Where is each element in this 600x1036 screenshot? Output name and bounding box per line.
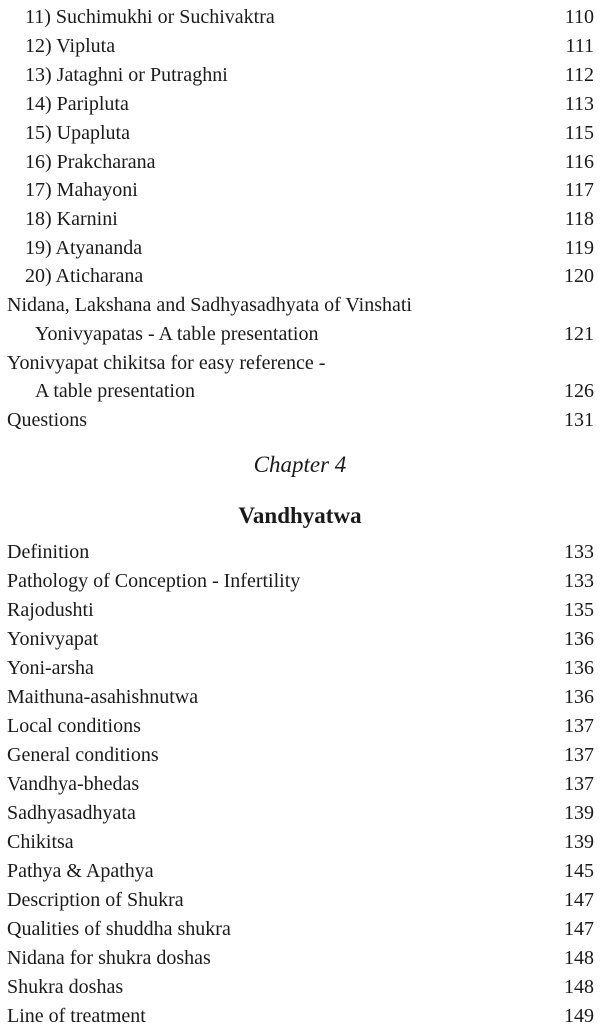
toc-entry <box>0 205 600 234</box>
toc-entry-label: Nidana for shukra doshas <box>7 947 211 969</box>
toc-entry-page: 112 <box>564 64 594 86</box>
toc-entry-page: 117 <box>564 179 594 201</box>
toc-entry-label: 20) Aticharana <box>25 265 144 287</box>
toc-entry <box>0 857 600 886</box>
toc-entry-label: 15) Upapluta <box>25 122 130 144</box>
toc-entry-label: Questions <box>7 409 87 431</box>
toc-entry-label: Chikitsa <box>7 831 74 853</box>
toc-entry <box>0 90 600 119</box>
toc-entry-label: Pathya & Apathya <box>7 860 154 882</box>
toc-entry-label: Line of treatment <box>7 1005 146 1027</box>
toc-entry-page: 149 <box>564 1005 594 1027</box>
toc-entry <box>0 654 600 683</box>
toc-entry-page: 113 <box>564 93 594 115</box>
toc-entry-line <box>0 291 600 320</box>
toc-entry-page: 121 <box>564 323 594 345</box>
toc-entry <box>0 915 600 944</box>
toc-entry <box>0 119 600 148</box>
toc-entry-label: 12) Vipluta <box>25 35 116 57</box>
toc-entry <box>0 770 600 799</box>
toc-entry-label: 16) Prakcharana <box>25 151 156 173</box>
toc-entry <box>0 234 600 263</box>
toc-entry-label: Definition <box>7 541 90 563</box>
toc-entry <box>0 596 600 625</box>
toc-entry <box>0 973 600 1002</box>
toc-entry-label: Vandhya-bhedas <box>7 773 140 795</box>
toc-entry <box>0 406 600 435</box>
chapter-title: Vandhyatwa <box>238 503 362 528</box>
toc-entry-page: 139 <box>564 802 594 824</box>
toc-entry <box>0 567 600 596</box>
toc-entry-label: Qualities of shuddha shukra <box>7 918 231 940</box>
chapter-heading: Chapter 4 <box>253 452 347 477</box>
toc-entry-label: Rajodushti <box>7 599 94 621</box>
toc-entry-label: 18) Karnini <box>25 208 118 230</box>
toc-entry-page: 136 <box>564 657 594 679</box>
toc-entry <box>0 176 600 205</box>
toc-entry-page: 136 <box>564 628 594 650</box>
toc-entry <box>0 799 600 828</box>
toc-entry <box>0 828 600 857</box>
toc-entry-label: Yoni-arsha <box>7 657 94 679</box>
toc-entry-page: 136 <box>564 686 594 708</box>
toc-entry-page: 115 <box>564 122 594 144</box>
toc-entry-label: 11) Suchimukhi or Suchivaktra <box>25 6 275 28</box>
toc-entry-page: 137 <box>564 715 594 737</box>
toc-entry-page: 110 <box>564 6 594 28</box>
toc-entry-line <box>0 377 600 406</box>
toc-entry <box>0 61 600 90</box>
toc-entry <box>0 262 600 291</box>
toc-entry-label: 17) Mahayoni <box>25 179 138 201</box>
toc-entry-page: 148 <box>564 947 594 969</box>
toc-entry <box>0 944 600 973</box>
toc-entry-label: Sadhyasadhyata <box>7 802 136 824</box>
toc-entry-page: 137 <box>564 744 594 766</box>
toc-entry-page: 133 <box>564 570 594 592</box>
toc-entry-label: Nidana, Lakshana and Sadhyasadhyata of Vinshati <box>7 294 412 316</box>
toc-entry-page: 116 <box>564 151 594 173</box>
toc-entry-label: Shukra doshas <box>7 976 124 998</box>
toc-entry-label: Yonivyapat chikitsa for easy reference - <box>7 352 326 374</box>
toc-entry-page: 120 <box>564 265 594 287</box>
toc-entry-label: Description of Shukra <box>7 889 184 911</box>
toc-entry-page: 148 <box>564 976 594 998</box>
toc-entry-line <box>0 320 600 349</box>
toc-entry-page: 147 <box>564 889 594 911</box>
toc-entry-label: Yonivyapat <box>7 628 99 650</box>
toc-entry <box>0 886 600 915</box>
toc-entry <box>0 712 600 741</box>
toc-entry-label: 13) Jataghni or Putraghni <box>25 64 228 86</box>
toc-entry-page: 131 <box>564 409 594 431</box>
toc-entry-label: Pathology of Conception - Infertility <box>7 570 301 592</box>
toc-entry-label: Local conditions <box>7 715 141 737</box>
toc-entry-label: 14) Paripluta <box>25 93 129 115</box>
toc-entry-page: 133 <box>564 541 594 563</box>
toc-entry-page: 147 <box>564 918 594 940</box>
toc-entry-page: 139 <box>564 831 594 853</box>
toc-entry <box>0 148 600 177</box>
toc-entry-label-cont: Yonivyapatas - A table presentation <box>35 323 319 345</box>
toc-entry-label-cont: A table presentation <box>35 380 195 402</box>
toc-entry <box>0 538 600 567</box>
toc-entry <box>0 1002 600 1031</box>
toc-entry <box>0 32 600 61</box>
toc-entry-page: 119 <box>564 237 594 259</box>
toc-entry-page: 137 <box>564 773 594 795</box>
toc-entry <box>0 625 600 654</box>
toc-entry-page: 145 <box>564 860 594 882</box>
toc-entry-label: Maithuna-asahishnutwa <box>7 686 199 708</box>
toc-entry-line <box>0 349 600 378</box>
toc-entry-label: 19) Atyananda <box>25 237 143 259</box>
toc-entry <box>0 3 600 32</box>
toc-entry-label: General conditions <box>7 744 159 766</box>
toc-entry-page: 118 <box>564 208 594 230</box>
toc-entry <box>0 683 600 712</box>
toc-entry-page: 126 <box>564 380 594 402</box>
toc-entry <box>0 741 600 770</box>
toc-entry-page: 111 <box>565 35 594 57</box>
toc-entry-page: 135 <box>564 599 594 621</box>
